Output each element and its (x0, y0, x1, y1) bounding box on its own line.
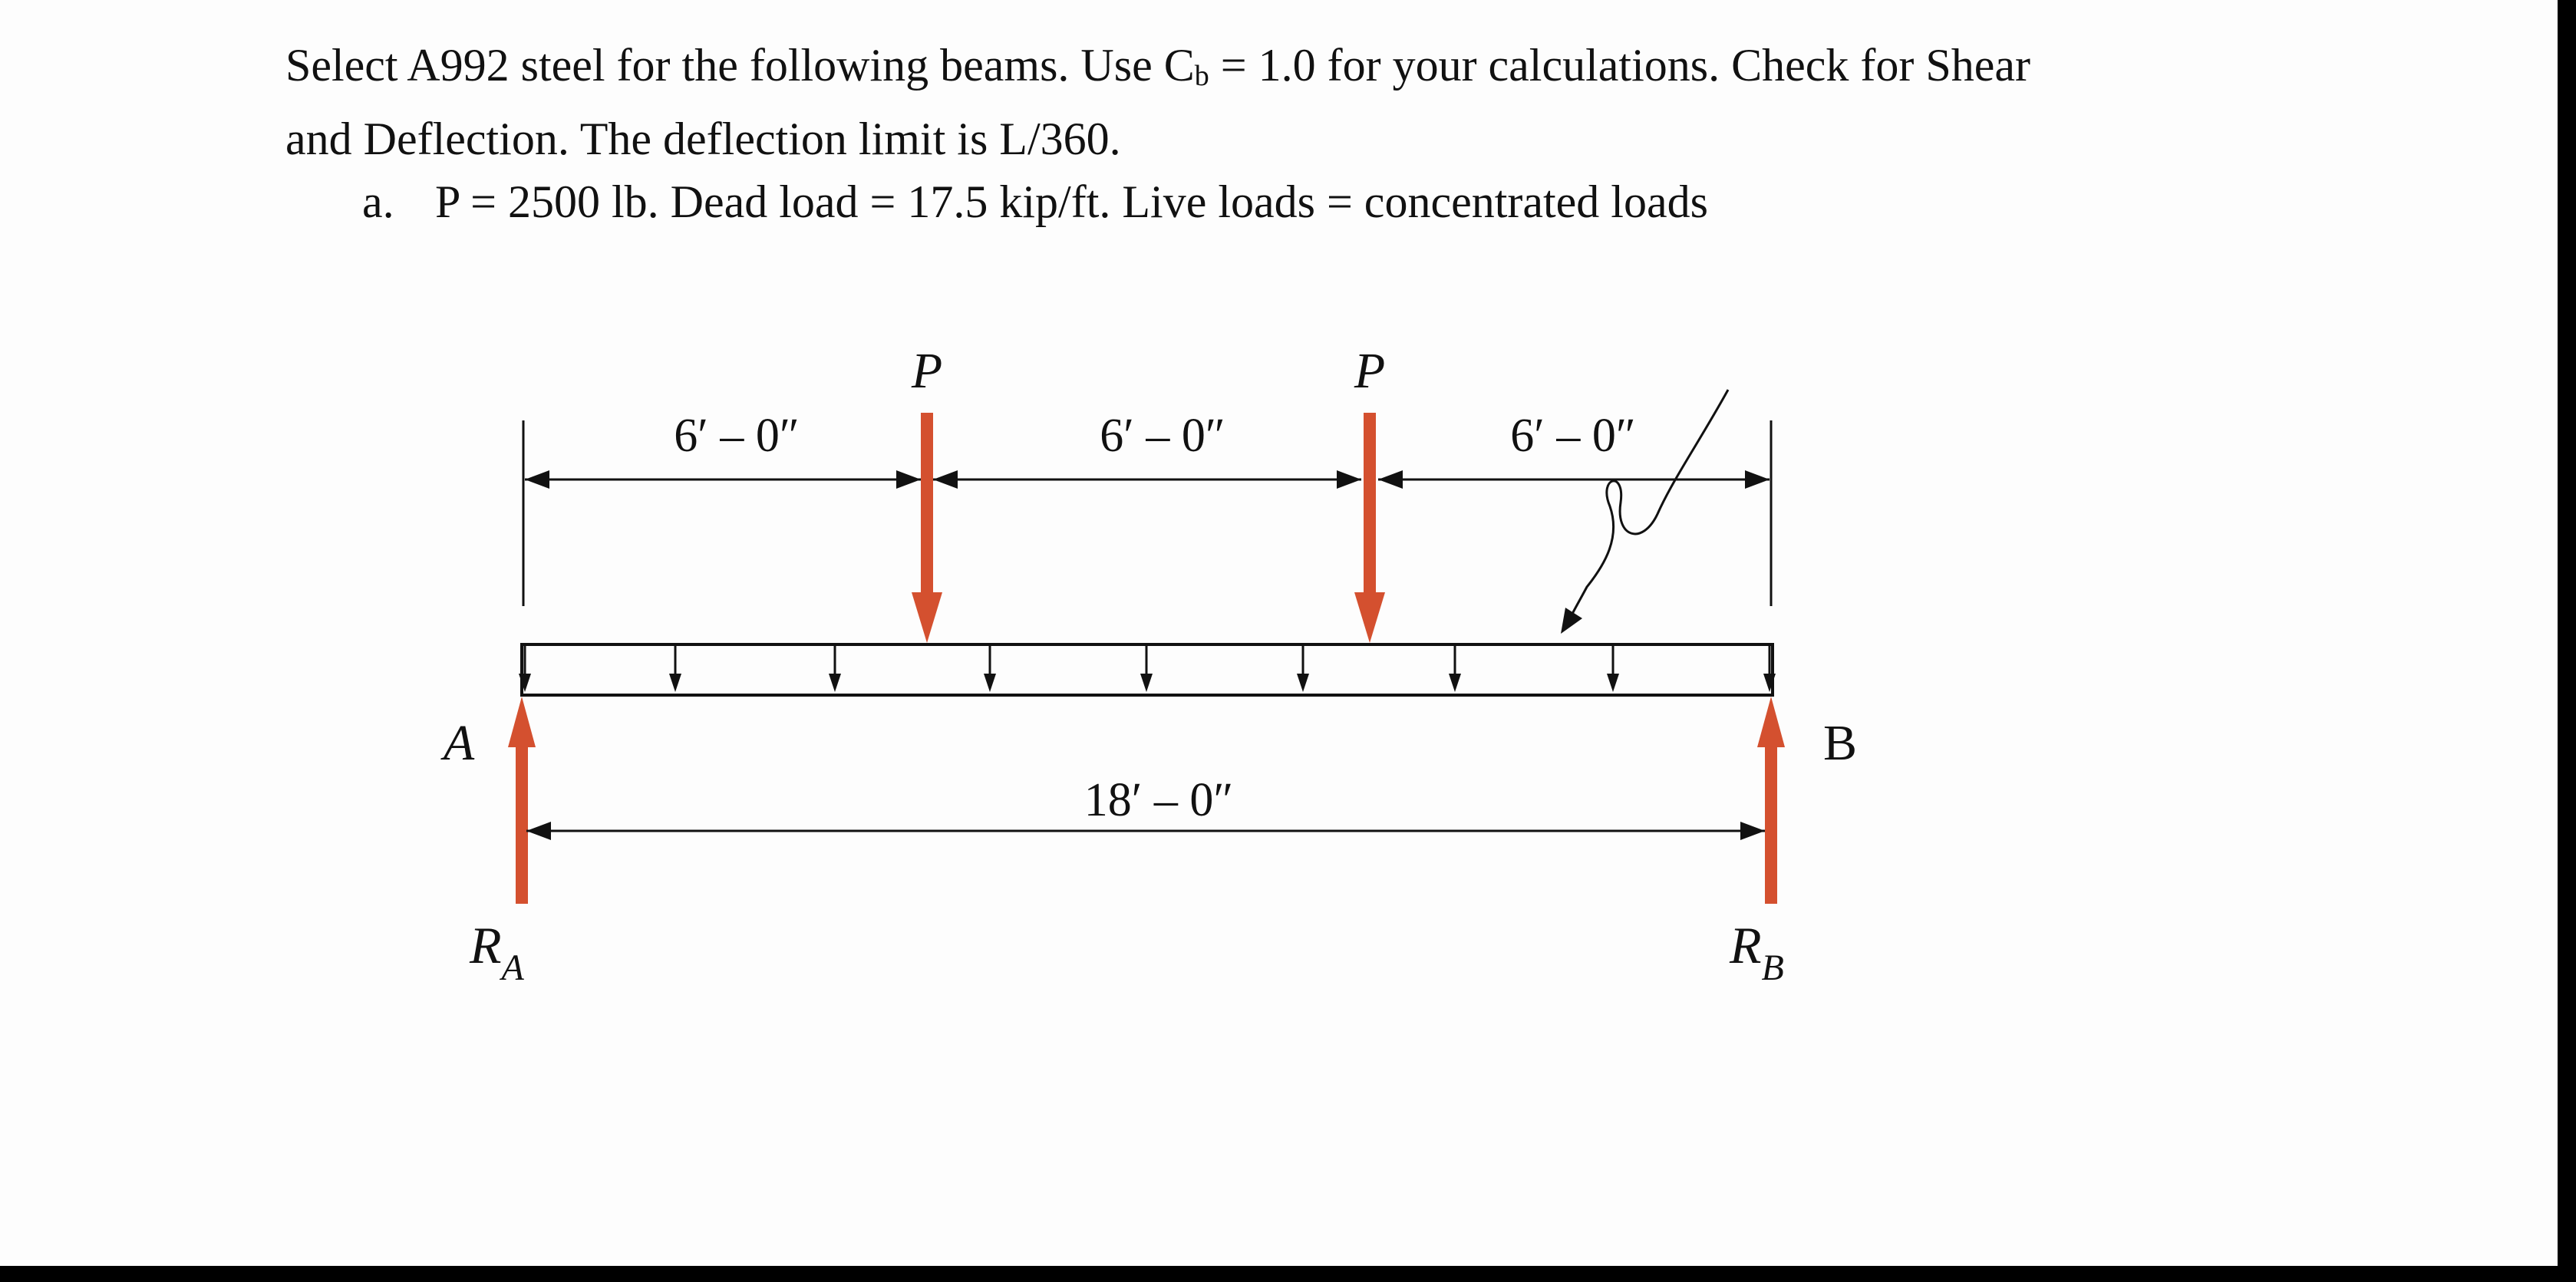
udl-arrowhead (1607, 674, 1619, 692)
cb-subscript: b (1194, 60, 1209, 92)
item-text: P = 2500 lb. Dead load = 17.5 kip/ft. Live loads = concentrated loads (435, 176, 1708, 227)
udl-arrowhead (1140, 674, 1153, 692)
dim-arrowhead (933, 470, 958, 489)
span-label-2: 6′ – 0″ (1100, 410, 1225, 462)
top-dimension-lines (525, 470, 1770, 489)
reaction-arrowhead (508, 697, 536, 747)
udl-arrowhead (829, 674, 841, 692)
load-label-p-2: P (1354, 343, 1386, 399)
dim-arrowhead (896, 470, 921, 489)
support-label-b: B (1822, 715, 1858, 771)
udl-arrowhead (984, 674, 996, 692)
reaction-arrow-b (1757, 697, 1785, 904)
item-marker: a. (362, 176, 394, 227)
span-label-3: 6′ – 0″ (1510, 410, 1636, 462)
udl-arrowhead (669, 674, 681, 692)
point-load-arrow-2 (1354, 413, 1385, 643)
point-load-arrow-1 (912, 413, 942, 643)
load-shaft (1364, 413, 1376, 597)
reaction-label-ra: $R_A$ (470, 916, 524, 988)
span-label-1: 6′ – 0″ (674, 410, 800, 462)
screen-edge-right (2558, 0, 2576, 1282)
leader-arrowhead (1561, 608, 1582, 634)
support-label-a: A (443, 715, 475, 771)
load-shaft (921, 413, 933, 597)
load-arrowhead (1354, 592, 1385, 643)
dim-arrowhead (1740, 822, 1765, 840)
problem-line-2: and Deflection. The deflection limit is L/360. (285, 114, 1121, 164)
screen-edge-bottom (0, 1266, 2576, 1282)
reaction-label-rb: $R_B$ (1730, 916, 1784, 988)
reaction-shaft (1765, 744, 1777, 904)
dim-arrowhead (1337, 470, 1361, 489)
reaction-arrow-a (508, 697, 536, 904)
problem-line-1: Select A992 steel for the following beams. Use $C_b = 1.0$ for your calculations. Check for Shear (285, 40, 2030, 92)
total-span-label: 18′ – 0″ (1084, 774, 1234, 826)
udl-arrowhead (1449, 674, 1461, 692)
dim-arrowhead (1745, 470, 1770, 489)
reaction-shaft (516, 744, 528, 904)
distributed-load-arrows (519, 646, 1776, 692)
dim-arrowhead (526, 822, 551, 840)
load-arrowhead (912, 592, 942, 643)
dim-arrowhead (1378, 470, 1403, 489)
load-label-p-1: P (911, 343, 943, 399)
udl-arrowhead (1297, 674, 1309, 692)
dim-arrowhead (525, 470, 549, 489)
reaction-arrowhead (1757, 697, 1785, 747)
